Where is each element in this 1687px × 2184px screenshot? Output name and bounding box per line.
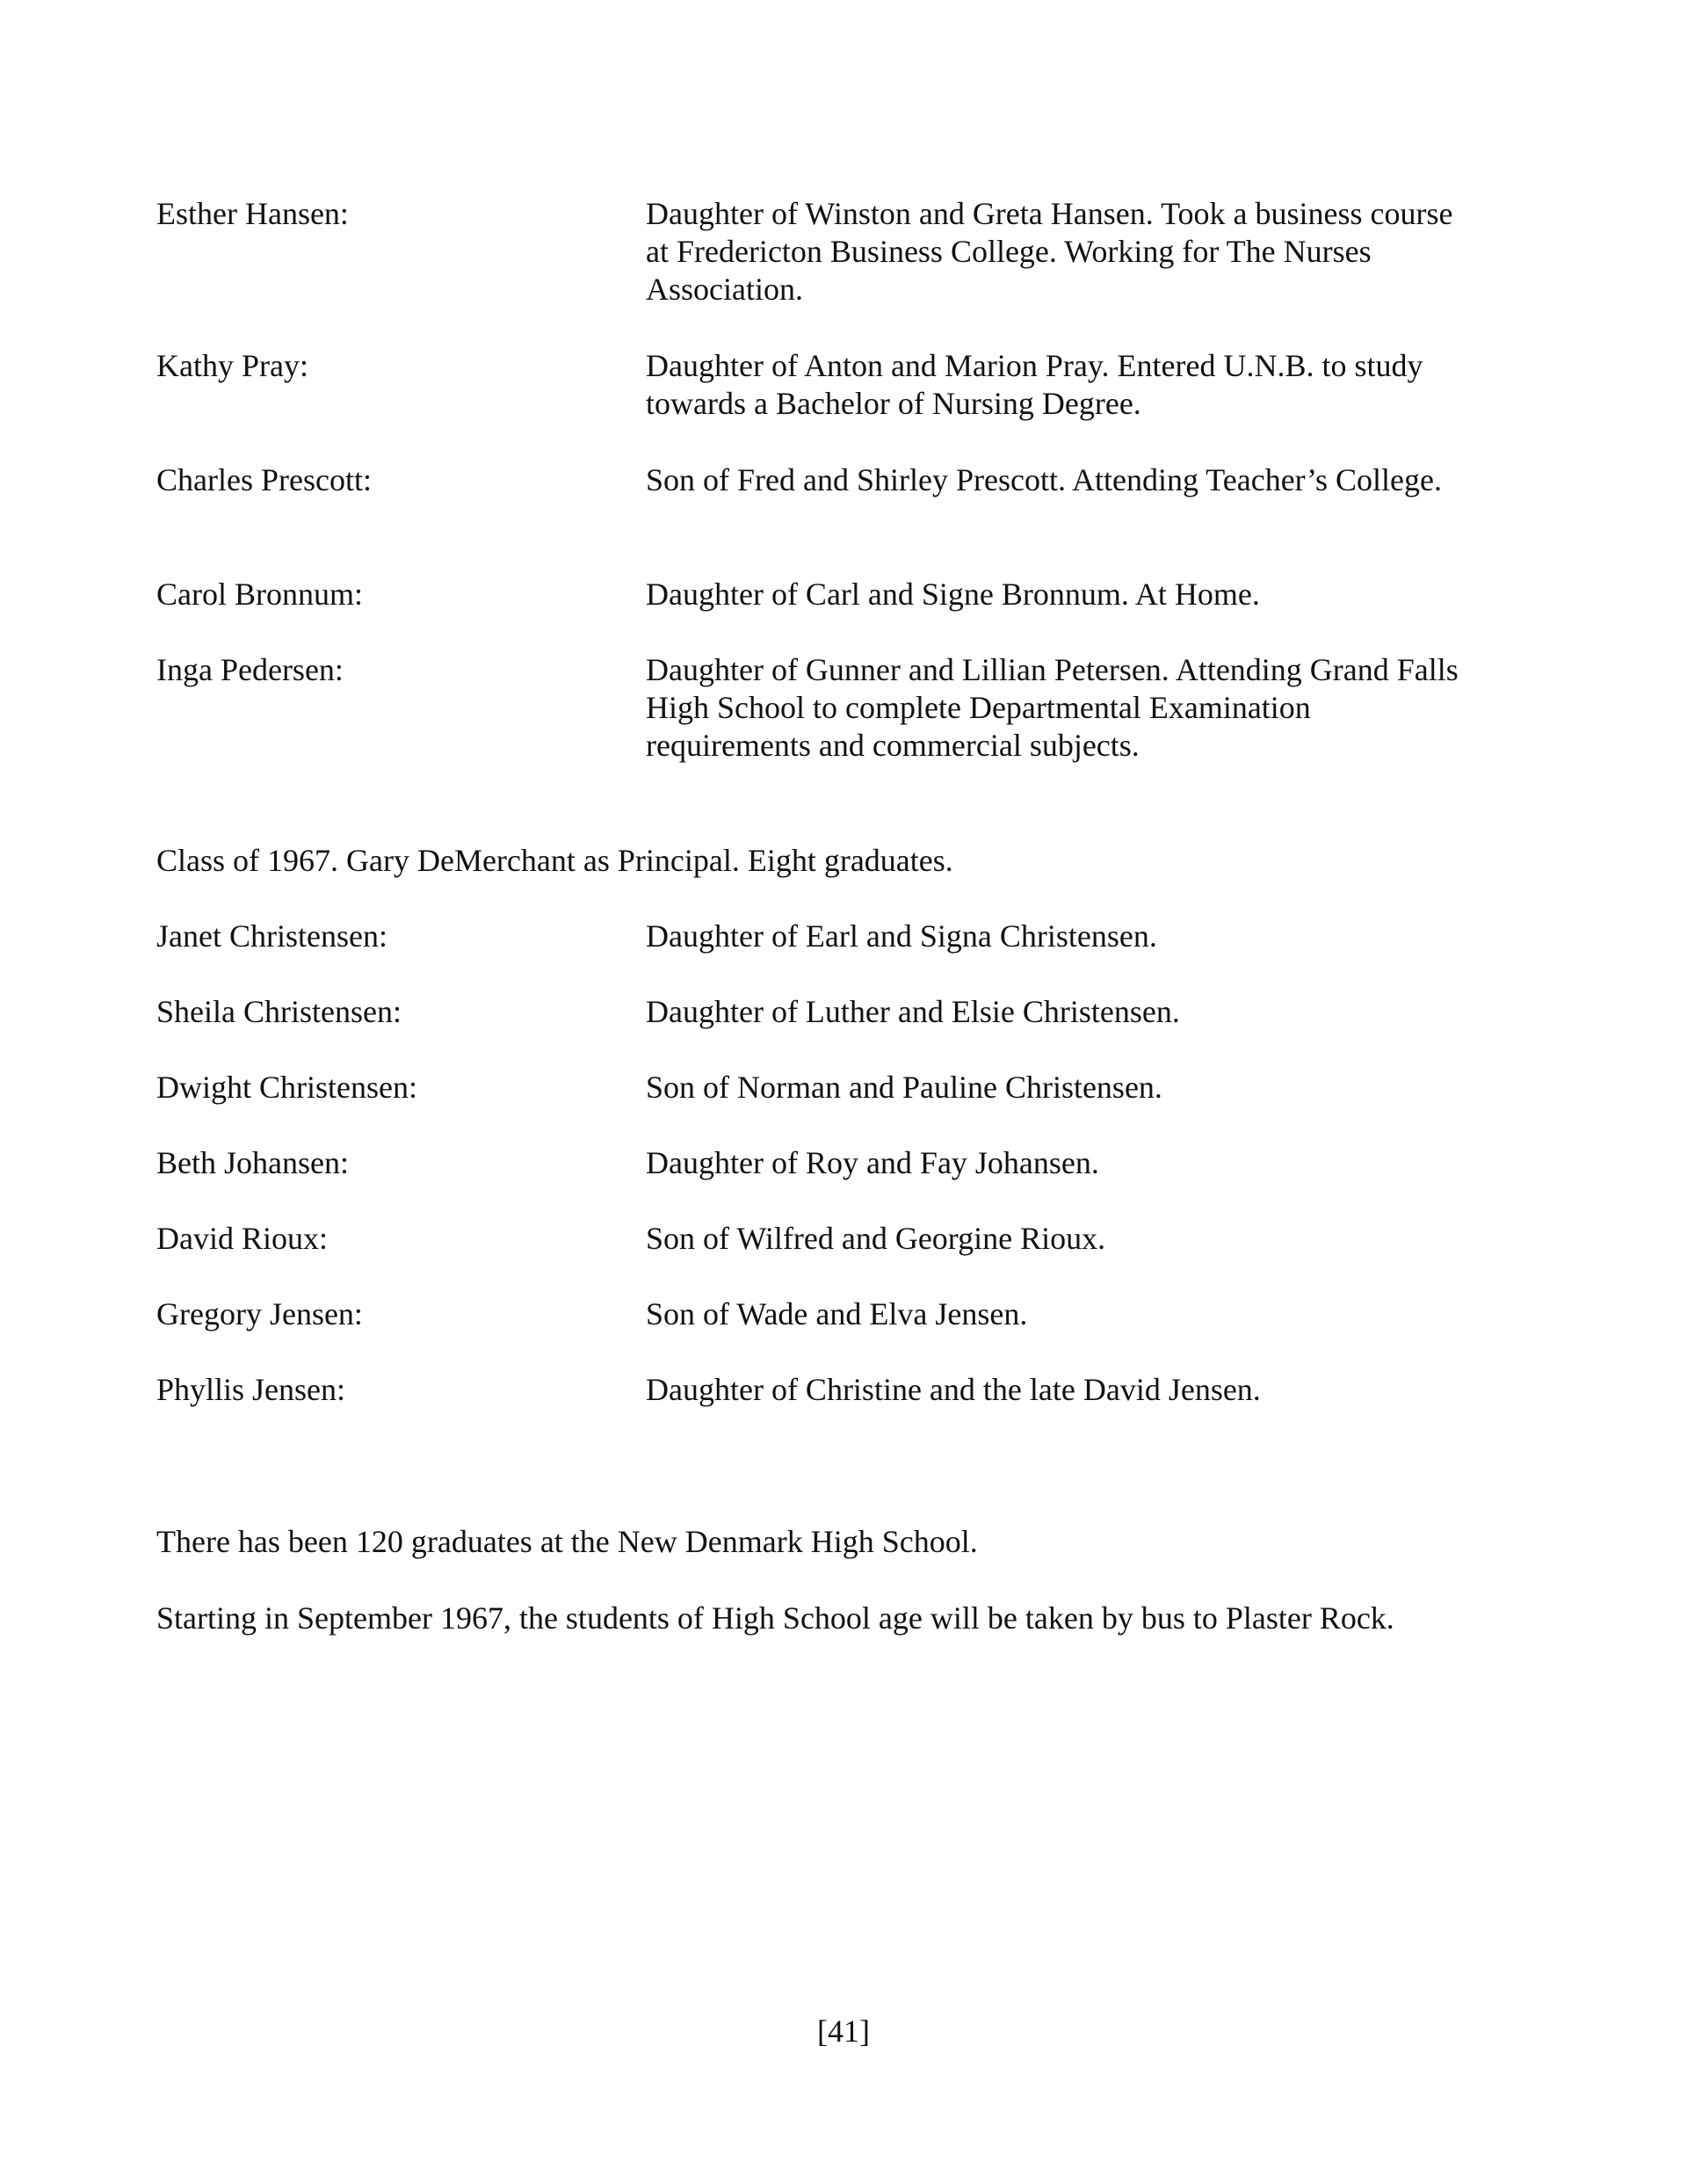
- closing-paragraph: Starting in September 1967, the students of High School age will be taken by bus to Plaster Rock.: [156, 1600, 1394, 1636]
- graduate-description: Son of Norman and Pauline Christensen.: [646, 1070, 1162, 1105]
- page-number: [41]: [817, 2013, 870, 2049]
- graduate-description: Daughter of Roy and Fay Johansen.: [646, 1145, 1099, 1180]
- closing-paragraph: There has been 120 graduates at the New Denmark High School.: [156, 1524, 978, 1559]
- class-1967-heading: Class of 1967. Gary DeMerchant as Principal. Eight graduates.: [156, 843, 953, 878]
- graduate-description: Son of Wade and Elva Jensen.: [646, 1296, 1028, 1331]
- graduate-name: Sheila Christensen:: [156, 994, 402, 1029]
- graduate-name: Gregory Jensen:: [156, 1296, 363, 1331]
- graduate-description: Daughter of Carl and Signe Bronnum. At Home.: [646, 577, 1260, 612]
- graduate-name: Esther Hansen:: [156, 196, 349, 231]
- graduate-description: Daughter of Earl and Signa Christensen.: [646, 918, 1157, 954]
- graduate-description: Son of Fred and Shirley Prescott. Attending Teacher’s College.: [646, 462, 1442, 497]
- graduate-description: Daughter of Gunner and Lillian Petersen. Attending Grand Falls High School to complete Departmental Examination requirements and commercial subjects.: [646, 652, 1459, 763]
- graduate-name: Inga Pedersen:: [156, 652, 344, 687]
- graduate-name: Janet Christensen:: [156, 918, 387, 954]
- graduate-name: Kathy Pray:: [156, 348, 308, 383]
- graduate-description: Daughter of Christine and the late David Jensen.: [646, 1372, 1261, 1407]
- graduate-description: Daughter of Anton and Marion Pray. Entered U.N.B. to study towards a Bachelor of Nursing Degree.: [646, 348, 1423, 421]
- graduate-name: Carol Bronnum:: [156, 577, 363, 612]
- graduate-name: Dwight Christensen:: [156, 1070, 417, 1105]
- graduate-name: Charles Prescott:: [156, 462, 372, 497]
- graduate-description: Son of Wilfred and Georgine Rioux.: [646, 1221, 1106, 1256]
- graduate-name: Beth Johansen:: [156, 1145, 349, 1180]
- graduate-name: David Rioux:: [156, 1221, 328, 1256]
- graduate-description: Daughter of Winston and Greta Hansen. Took a business course at Fredericton Business College. Working for The Nurses Association.: [646, 196, 1453, 307]
- graduate-description: Daughter of Luther and Elsie Christensen.: [646, 994, 1180, 1029]
- graduate-name: Phyllis Jensen:: [156, 1372, 346, 1407]
